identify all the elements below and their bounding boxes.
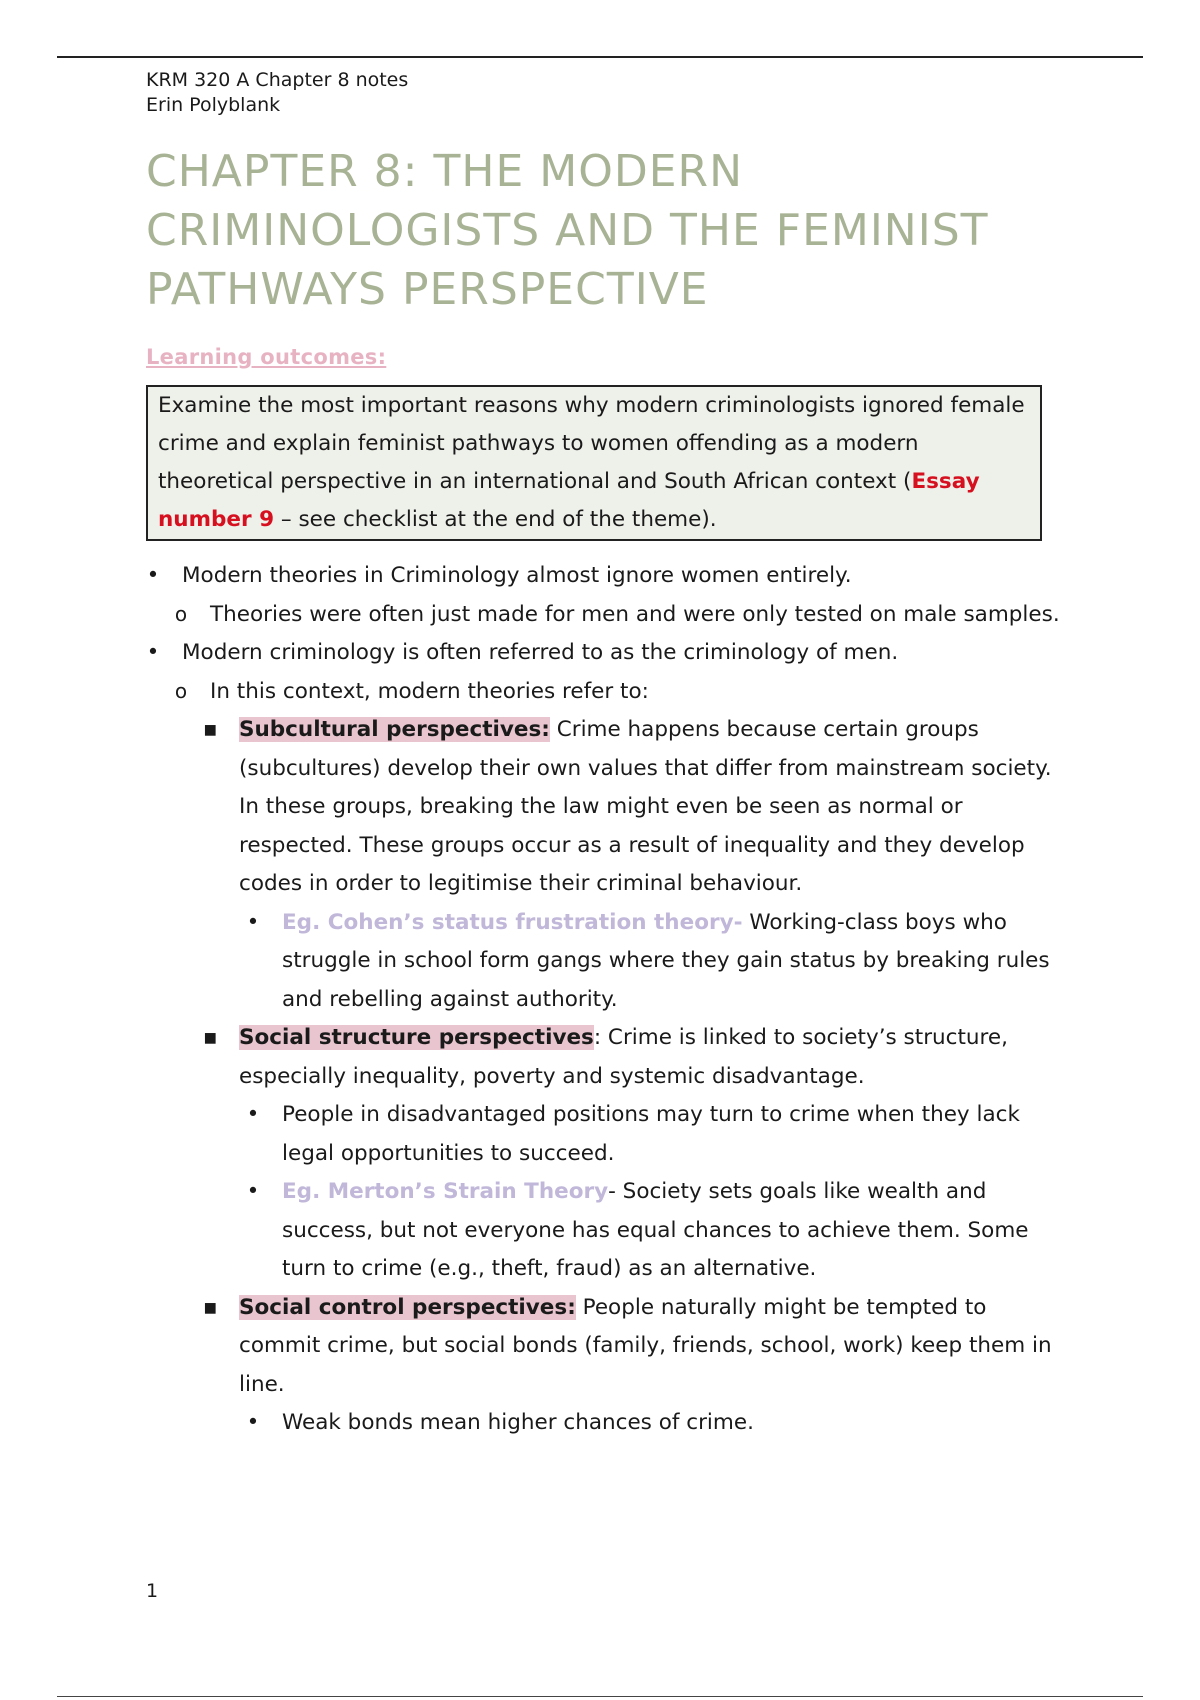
- list-item-text: Theories were often just made for men and were only tested on male samples.: [210, 601, 1060, 627]
- bullet-marker: •: [246, 909, 260, 935]
- list-item-text: Crime happens because certain groups (subcultures) develop their own values that differ from mainstream society. In these groups, breaking the law might even be seen as normal or respected. These groups occur as a result of inequality and they develop codes in order to legitimise their criminal behaviour.: [239, 717, 1052, 896]
- list-item-text: : Crime is linked to society’s structure, especially inequality, poverty and systemic disadvantage.: [239, 1025, 1008, 1089]
- list-item: [146, 634, 1066, 673]
- list-item: [146, 1096, 1066, 1173]
- list-item-text: People in disadvantaged positions may turn to crime when they lack legal opportunities to succeed.: [282, 1102, 1020, 1166]
- title-line: PATHWAYS PERSPECTIVE: [146, 264, 709, 315]
- bullet-marker: •: [246, 1410, 260, 1435]
- bullet-marker: •: [146, 640, 160, 665]
- list-item: [146, 557, 1066, 596]
- bullet-marker: ▪: [203, 1025, 218, 1050]
- top-rule: [57, 56, 1143, 58]
- term-highlight: Social control perspectives:: [239, 1294, 576, 1320]
- term-highlight: Subcultural perspectives:: [239, 717, 550, 742]
- list-item-text: - Society sets goals like wealth and success, but not everyone has equal chances to achieve them. Some turn to crime (e.g., theft, fraud) as an alternative.: [282, 1179, 1029, 1281]
- list-item-text: Weak bonds mean higher chances of crime.: [282, 1410, 754, 1435]
- list-item: [146, 596, 1066, 635]
- list-item-social-structure: [146, 1019, 1066, 1096]
- chapter-title: [146, 142, 1066, 319]
- bullet-marker: •: [246, 1102, 260, 1127]
- list-item: [146, 904, 1066, 1020]
- list-item-text: People naturally might be tempted to commit crime, but social bonds (family, friends, school, work) keep them in line.: [239, 1294, 1052, 1397]
- example-label: Eg. Merton’s Strain Theory: [282, 1179, 609, 1204]
- outcome-text-end: – see checklist at the end of the theme).: [274, 507, 717, 532]
- learning-outcomes-heading: Learning outcomes:: [146, 345, 387, 369]
- list-item: [146, 1404, 1066, 1443]
- bullet-marker: o: [174, 678, 188, 703]
- example-label: Eg. Cohen’s status frustration theory-: [282, 909, 743, 935]
- list-item-text: Modern criminology is often referred to as the criminology of men.: [182, 640, 899, 665]
- list-item: [146, 1173, 1066, 1289]
- outcome-text: Examine the most important reasons why modern criminologists ignored female crime and explain feminist pathways to women offending as a modern theoretical perspective in an international and South African context (: [158, 393, 1025, 494]
- bullet-marker: •: [146, 563, 160, 588]
- list-item-text: Working-class boys who struggle in school form gangs where they gain status by breaking rules and rebelling against authority.: [282, 909, 1050, 1012]
- list-item-social-control: [146, 1289, 1066, 1405]
- bullet-marker: o: [174, 601, 188, 626]
- course-header: KRM 320 A Chapter 8 notes: [146, 69, 409, 91]
- bullet-marker: ▪: [203, 717, 218, 742]
- learning-outcome-box: [146, 385, 1042, 541]
- bullet-marker: •: [246, 1179, 260, 1204]
- essay-reference: Essay number 9: [158, 469, 980, 532]
- list-item-subcultural: [146, 711, 1066, 904]
- title-line: CRIMINOLOGISTS AND THE FEMINIST: [146, 205, 989, 256]
- document-page: [146, 68, 1066, 1443]
- list-item: [146, 673, 1066, 712]
- author-header: Erin Polyblank: [146, 94, 281, 116]
- bottom-rule: [57, 1696, 1143, 1697]
- title-line: CHAPTER 8: THE MODERN: [146, 146, 743, 197]
- bullet-marker: ▪: [203, 1294, 218, 1320]
- list-item-text: In this context, modern theories refer to:: [210, 678, 649, 704]
- list-item-text: Modern theories in Criminology almost ignore women entirely.: [182, 563, 852, 588]
- term-highlight: Social structure perspectives: [239, 1025, 594, 1050]
- page-number: 1: [146, 1580, 159, 1602]
